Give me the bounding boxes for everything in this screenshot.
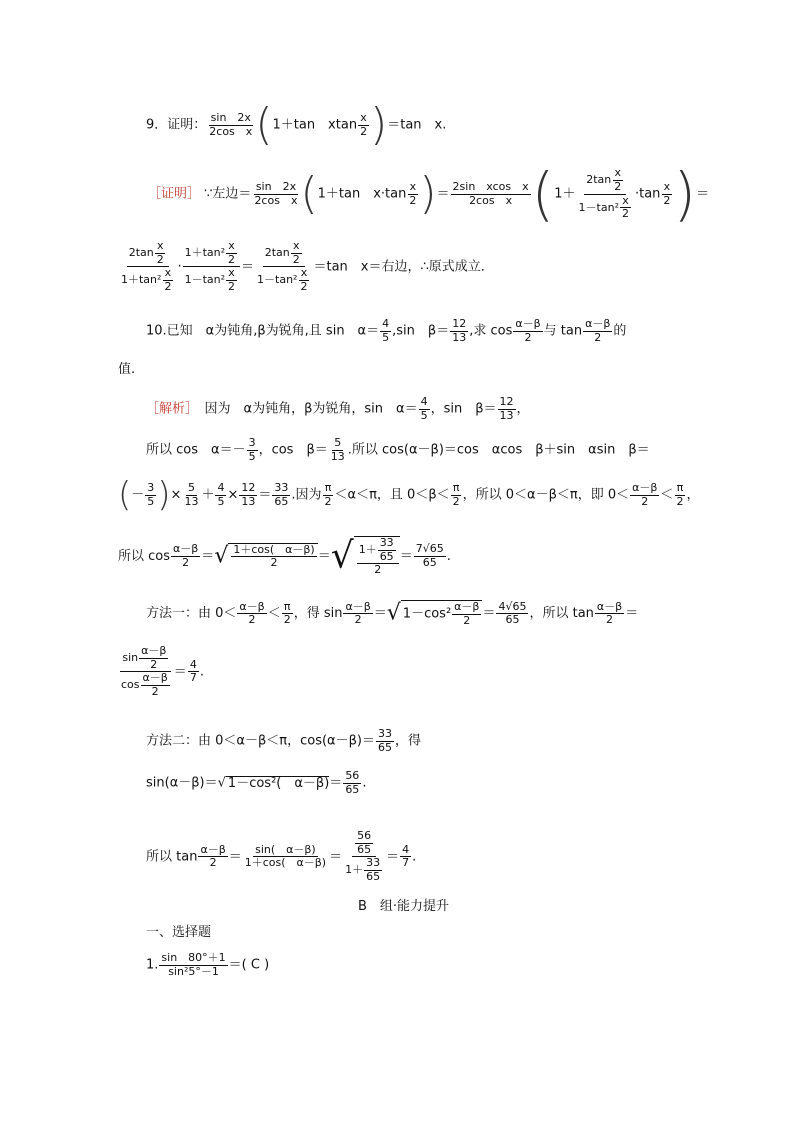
- fraction: 2tan $\frac{x}{2}$ 1＋tan² $\frac{x}{2}$: [121, 239, 172, 293]
- q9-prefix: 9．证明：: [146, 117, 207, 133]
- fraction: $\frac{4}{5}$: [382, 317, 390, 344]
- fraction: 2tan $\frac{x}{2}$ 1－tan² $\frac{x}{2}$: [257, 239, 308, 293]
- q9-rhs: ＝tan x.: [387, 117, 447, 133]
- part-heading: 一、选择题: [146, 925, 212, 940]
- method-2-line-2: sin(α－β)＝√ 1－cos²( α－β)＝ $\frac{56}{65}$ .: [146, 769, 367, 796]
- solution-tag: ［解析］: [146, 401, 192, 417]
- question-9: 9．证明： $\frac{\sin 2x}{\text{2cos x}}$ (1＋tan xtan $\frac{x}{2}$ )＝tan x.: [146, 99, 447, 150]
- proof-line-2: 2tan $\frac{x}{2}$ 1＋tan² $\frac{x}{2}$ · 1＋tan² $\frac{x}{2}$ 1－tan² $\frac{x}{2}$ ＝ 2tan $\frac{x}{2}$ 1－tan² $\frac{x}{2}$ ＝tan x＝右边，∴原式成立．: [121, 239, 494, 293]
- fraction: $\frac{x}{2}$: [360, 110, 368, 138]
- method-1-line-2: sin $\frac{\alpha-\beta}{2}$ cos $\frac{\alpha-\beta}{2}$ ＝ $\frac{4}{7}$ .: [121, 644, 204, 698]
- fraction: $\frac{\alpha-\beta}{2}$: [585, 317, 611, 344]
- question-10-line-2: 值.: [118, 362, 136, 377]
- question-10: 10.已知 α为钝角,β为锐角,且 sin α＝ $\frac{4}{5}$ ,sin β＝ $\frac{12}{13}$ ,求 cos $\frac{\alpha-\beta}{2}$ 与 tan $\frac{\alpha-\beta}{2}$ 的: [146, 317, 627, 344]
- fraction: $\frac{x}{2}$: [663, 179, 671, 207]
- proof-lead: ∵左边＝: [204, 186, 252, 202]
- solution-line-4: 所以 cos $\frac{\alpha-\beta}{2}$ ＝√ $\frac{1+\cos( \alpha-\beta)}{2}$ ＝√ 1＋ $\frac{33}{65}$ 2 ＝ $\frac{7√65}{65}$ .: [118, 535, 451, 577]
- fraction: $\frac{\sin 2x}{\text{2cos x}}$: [254, 179, 298, 207]
- q9-expr: 1＋tan xtan: [272, 117, 358, 133]
- solution-line-1: ［解析］ 因为 α为钝角，β为锐角，sin α＝ $\frac{4}{5}$ ，sin β＝ $\frac{12}{13}$ ，: [146, 395, 530, 422]
- solution-line-3: (－ $\frac{3}{5}$ )× $\frac{5}{13}$ ＋ $\frac{4}{5}$ × $\frac{12}{13}$ ＝ $\frac{33}{65}$ .因为 $\frac{\pi}{2}$ ＜α＜π，且 0＜β＜ $\frac{\pi}{2}$ ，所以 0＜α－β＜π，即 0＜ $\frac{\alpha-\beta}{2}$ ＜ $\frac{\pi}{2}$ ，: [118, 475, 700, 515]
- solution-line-2: 所以 cos α＝－ $\frac{3}{5}$ ，cos β＝ $\frac{5}{13}$ .所以 cos(α－β)＝cos αcos β＋sin αsin β＝: [146, 436, 650, 463]
- method-2-line-3: 所以 tan $\frac{\alpha-\beta}{2}$ ＝ $\frac{\sin( \alpha-\beta)}{1+\cos( \alpha-\beta)}$ ＝ $\frac{56}{65}$ 1＋ $\frac{33}{65}$ ＝ $\frac{4}{7}$ .: [146, 829, 417, 883]
- proof-conclusion: ＝tan x＝右边，∴原式成立．: [313, 259, 494, 275]
- proof-tag: ［证明］: [148, 186, 201, 202]
- method-1-line-1: 方法一：由 0＜ $\frac{\alpha-\beta}{2}$ ＜ $\frac{\pi}{2}$ ，得 sin $\frac{\alpha-\beta}{2}$ ＝√ 1－cos² $\frac{\alpha-\beta}{2}$ ＝ $\frac{4√65}{65}$ ，所以 tan $\frac{\alpha-\beta}{2}$ ＝: [146, 599, 639, 627]
- proof-line-1: ［证明］ ∵左边＝ $\frac{\sin 2x}{\text{2cos x}}$ (1＋tan x·tan $\frac{x}{2}$ )＝ $\frac{\text{2sin xcos x}}{\text{2cos x}}$ (1＋ 2tan $\frac{x}{2}$ 1－tan² $\frac{x}{2}$ ·tan $\frac{x}{2}$ )＝: [148, 160, 710, 228]
- choice-question-1: 1. $\frac{\sin 80^\circ+1}{\text{sin²5°－1}}$ ＝( C ): [146, 951, 270, 978]
- fraction: $\frac{12}{13}$: [452, 317, 467, 344]
- fraction: 2tan $\frac{x}{2}$ 1－tan² $\frac{x}{2}$: [578, 166, 629, 221]
- fraction: $\frac{\text{2sin xcos x}}{\text{2cos x}}$: [452, 179, 529, 207]
- section-heading: B 组·能力提升: [358, 899, 450, 914]
- fraction: $\frac{x}{2}$: [409, 179, 417, 207]
- method-2-line-1: 方法二：由 0＜α－β＜π，cos(α－β)＝ $\frac{33}{65}$ ，得: [146, 727, 421, 754]
- fraction: $\frac{\sin 2x}{\text{2cos x}}$: [209, 110, 253, 138]
- fraction: 1＋tan² $\frac{x}{2}$ 1－tan² $\frac{x}{2}$: [183, 240, 240, 294]
- fraction: $\frac{\alpha-\beta}{2}$: [515, 317, 541, 344]
